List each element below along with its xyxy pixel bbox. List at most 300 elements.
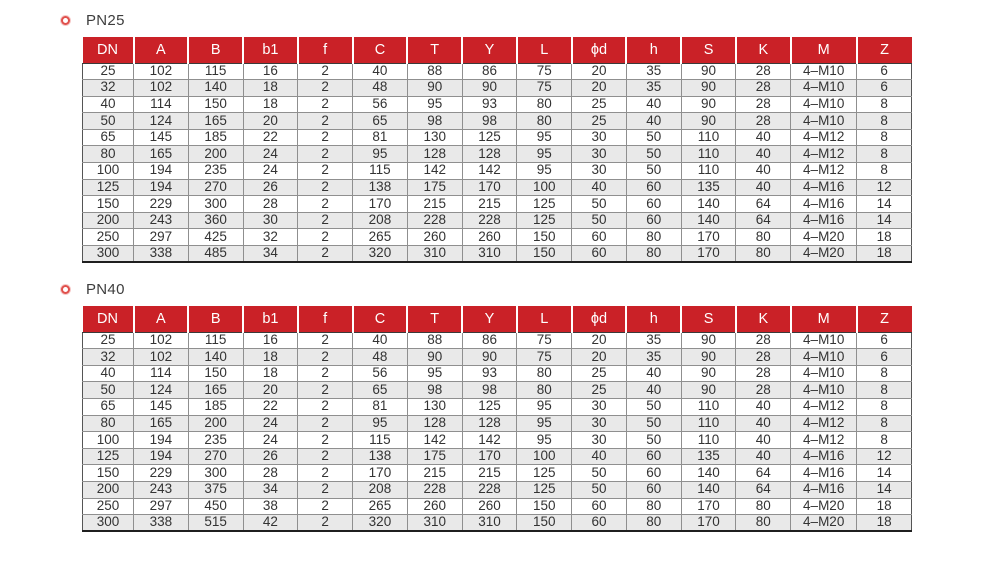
table-cell: 140 [681,196,736,213]
table-cell: 88 [407,332,462,349]
table-cell: 65 [353,113,408,130]
table-cell: 2 [298,365,353,382]
table-cell: 16 [243,332,298,349]
table-cell: 30 [572,163,627,180]
table-row [83,448,912,465]
table-row [83,432,912,449]
column-header-m: M [791,37,857,63]
table-cell: 145 [134,129,189,146]
table-cell: 60 [626,212,681,229]
table-cell: 40 [736,399,791,416]
table-cell: 40 [83,96,134,113]
table-cell: 20 [243,113,298,130]
table-cell: 30 [572,146,627,163]
table-cell: 310 [462,246,517,263]
table-cell: 114 [134,365,189,382]
table-cell: 50 [626,146,681,163]
table-cell: 65 [353,382,408,399]
table-cell: 12 [857,448,912,465]
table-cell: 115 [353,163,408,180]
table-cell: 2 [298,465,353,482]
table-cell: 450 [188,498,243,515]
table-cell: 98 [462,382,517,399]
table-cell: 194 [134,179,189,196]
table-cell: 310 [407,246,462,263]
table-cell: 175 [407,179,462,196]
table-cell: 4–M20 [791,515,857,532]
table-cell: 175 [407,448,462,465]
table-cell: 208 [353,481,408,498]
table-cell: 28 [736,382,791,399]
table-cell: 150 [517,229,572,246]
table-cell: 4–M20 [791,246,857,263]
table-cell: 100 [83,432,134,449]
table-cell: 24 [243,432,298,449]
table-cell: 208 [353,212,408,229]
table-cell: 60 [626,448,681,465]
table-cell: 110 [681,129,736,146]
table-cell: 310 [407,515,462,532]
table-cell: 8 [857,382,912,399]
table-cell: 4–M10 [791,63,857,80]
table-cell: 125 [83,179,134,196]
table-cell: 115 [353,432,408,449]
table-cell: 165 [134,146,189,163]
table-cell: 6 [857,80,912,97]
table-cell: 2 [298,515,353,532]
table-cell: 90 [681,365,736,382]
section-pn25 [0,10,1000,263]
table-cell: 4–M10 [791,113,857,130]
table-row [83,515,912,532]
table-cell: 28 [736,96,791,113]
column-header-l: L [517,306,572,332]
table-cell: 40 [736,432,791,449]
table-cell: 56 [353,96,408,113]
table-cell: 2 [298,415,353,432]
column-header-m: M [791,306,857,332]
table-cell: 140 [681,212,736,229]
table-cell: 26 [243,179,298,196]
table-cell: 320 [353,515,408,532]
table-cell: 80 [83,415,134,432]
table-cell: 250 [83,498,134,515]
column-header-ϕd: ϕd [572,37,627,63]
table-cell: 24 [243,163,298,180]
table-cell: 40 [736,163,791,180]
table-cell: 128 [407,415,462,432]
table-cell: 90 [681,382,736,399]
table-cell: 165 [134,415,189,432]
table-cell: 140 [681,465,736,482]
table-cell: 35 [626,80,681,97]
table-cell: 90 [407,80,462,97]
table-cell: 297 [134,229,189,246]
table-cell: 200 [188,415,243,432]
table-cell: 60 [626,481,681,498]
table-cell: 270 [188,448,243,465]
table-cell: 128 [407,146,462,163]
table-cell: 200 [83,212,134,229]
table-cell: 265 [353,498,408,515]
table-cell: 60 [626,179,681,196]
column-header-h: h [626,306,681,332]
table-cell: 16 [243,63,298,80]
table-cell: 60 [626,465,681,482]
table-cell: 98 [462,113,517,130]
table-cell: 90 [462,349,517,366]
table-cell: 30 [572,399,627,416]
table-cell: 30 [572,415,627,432]
table-cell: 4–M12 [791,163,857,180]
table-cell: 485 [188,246,243,263]
table-cell: 170 [681,515,736,532]
table-cell: 235 [188,432,243,449]
table-cell: 50 [626,129,681,146]
table-row [83,129,912,146]
table-cell: 300 [188,196,243,213]
table-cell: 28 [736,63,791,80]
table-cell: 48 [353,80,408,97]
table-cell: 2 [298,113,353,130]
table-cell: 24 [243,415,298,432]
table-cell: 375 [188,481,243,498]
column-header-ϕd: ϕd [572,306,627,332]
table-cell: 90 [681,80,736,97]
table-cell: 125 [83,448,134,465]
table-cell: 18 [243,80,298,97]
table-cell: 338 [134,246,189,263]
table-cell: 2 [298,229,353,246]
table-cell: 50 [572,481,627,498]
table-row [83,349,912,366]
table-cell: 2 [298,96,353,113]
table-cell: 81 [353,399,408,416]
table-cell: 124 [134,382,189,399]
table-cell: 65 [83,399,134,416]
table-cell: 150 [83,465,134,482]
table-cell: 8 [857,146,912,163]
table-cell: 93 [462,365,517,382]
table-row [83,63,912,80]
table-cell: 40 [626,113,681,130]
table-cell: 25 [83,332,134,349]
table-cell: 200 [83,481,134,498]
table-cell: 4–M20 [791,229,857,246]
table-cell: 30 [572,432,627,449]
table-cell: 150 [517,246,572,263]
table-cell: 297 [134,498,189,515]
table-cell: 2 [298,246,353,263]
table-cell: 110 [681,432,736,449]
column-header-a: A [134,306,189,332]
table-cell: 90 [681,349,736,366]
column-header-l: L [517,37,572,63]
table-cell: 4–M10 [791,80,857,97]
table-cell: 50 [572,465,627,482]
column-header-k: K [736,37,791,63]
table-cell: 6 [857,63,912,80]
table-cell: 110 [681,399,736,416]
table-cell: 80 [736,515,791,532]
header-row [83,306,912,332]
table-cell: 114 [134,96,189,113]
table-cell: 50 [83,113,134,130]
table-cell: 8 [857,129,912,146]
table-cell: 260 [407,498,462,515]
table-cell: 228 [462,212,517,229]
table-cell: 102 [134,332,189,349]
table-cell: 86 [462,332,517,349]
table-cell: 320 [353,246,408,263]
table-row [83,80,912,97]
table-cell: 56 [353,365,408,382]
section-title-row-pn40 [61,279,1000,299]
table-cell: 235 [188,163,243,180]
table-row [83,179,912,196]
table-row [83,481,912,498]
column-header-c: C [353,306,408,332]
table-cell: 130 [407,399,462,416]
table-cell: 30 [243,212,298,229]
table-row [83,382,912,399]
table-cell: 90 [681,96,736,113]
table-cell: 8 [857,96,912,113]
table-cell: 128 [462,415,517,432]
table-cell: 60 [572,515,627,532]
table-cell: 90 [681,332,736,349]
table-cell: 425 [188,229,243,246]
table-cell: 130 [407,129,462,146]
table-cell: 300 [83,246,134,263]
table-cell: 24 [243,146,298,163]
table-cell: 20 [572,63,627,80]
table-cell: 2 [298,179,353,196]
table-cell: 40 [736,448,791,465]
table-cell: 4–M16 [791,465,857,482]
table-cell: 110 [681,415,736,432]
table-cell: 102 [134,80,189,97]
page [0,10,1000,575]
table-cell: 18 [857,246,912,263]
table-cell: 4–M12 [791,432,857,449]
table-cell: 95 [517,415,572,432]
table-cell: 170 [681,246,736,263]
table-cell: 215 [462,465,517,482]
table-cell: 40 [626,365,681,382]
table-cell: 229 [134,196,189,213]
column-header-z: Z [857,37,912,63]
table-cell: 360 [188,212,243,229]
table-cell: 18 [857,498,912,515]
table-cell: 42 [243,515,298,532]
table-cell: 14 [857,465,912,482]
table-cell: 125 [517,212,572,229]
table-cell: 86 [462,63,517,80]
pn40-spec-table [82,306,912,532]
table-cell: 2 [298,63,353,80]
table-cell: 95 [517,399,572,416]
table-cell: 12 [857,179,912,196]
table-cell: 145 [134,399,189,416]
table-cell: 150 [188,96,243,113]
table-cell: 60 [572,498,627,515]
table-cell: 4–M20 [791,498,857,515]
table-cell: 90 [462,80,517,97]
table-cell: 28 [736,349,791,366]
column-header-y: Y [462,37,517,63]
table-cell: 215 [407,465,462,482]
table-cell: 14 [857,212,912,229]
table-cell: 38 [243,498,298,515]
table-row [83,96,912,113]
table-cell: 64 [736,212,791,229]
table-cell: 170 [353,196,408,213]
table-cell: 14 [857,196,912,213]
column-header-dn: DN [83,37,134,63]
table-cell: 125 [517,465,572,482]
pn25-spec-table [82,37,912,263]
table-cell: 170 [462,448,517,465]
table-cell: 2 [298,212,353,229]
table-row [83,465,912,482]
table-cell: 35 [626,332,681,349]
table-cell: 4–M12 [791,415,857,432]
table-cell: 50 [626,399,681,416]
table-cell: 2 [298,432,353,449]
table-cell: 28 [736,365,791,382]
table-cell: 8 [857,163,912,180]
table-cell: 2 [298,332,353,349]
column-header-t: T [407,306,462,332]
table-cell: 40 [736,179,791,196]
column-header-y: Y [462,306,517,332]
column-header-b: B [188,306,243,332]
table-cell: 2 [298,196,353,213]
table-cell: 194 [134,163,189,180]
table-cell: 18 [857,515,912,532]
table-cell: 95 [517,432,572,449]
column-header-dn: DN [83,306,134,332]
table-cell: 100 [517,448,572,465]
table-cell: 34 [243,246,298,263]
table-cell: 260 [462,498,517,515]
table-cell: 110 [681,146,736,163]
table-cell: 125 [462,399,517,416]
table-cell: 80 [736,498,791,515]
table-cell: 18 [857,229,912,246]
table-cell: 4–M10 [791,349,857,366]
table-cell: 4–M10 [791,96,857,113]
table-cell: 28 [736,113,791,130]
table-cell: 265 [353,229,408,246]
column-header-c: C [353,37,408,63]
table-cell: 26 [243,448,298,465]
table-cell: 25 [572,382,627,399]
table-cell: 2 [298,163,353,180]
table-row [83,196,912,213]
table-cell: 8 [857,365,912,382]
table-cell: 75 [517,349,572,366]
column-header-z: Z [857,306,912,332]
table-cell: 150 [188,365,243,382]
table-cell: 300 [83,515,134,532]
table-cell: 115 [188,332,243,349]
table-cell: 18 [243,349,298,366]
header-row [83,37,912,63]
table-cell: 142 [462,432,517,449]
section-title-row-pn25 [61,10,1000,30]
table-cell: 4–M10 [791,365,857,382]
table-cell: 48 [353,349,408,366]
table-cell: 4–M16 [791,196,857,213]
table-cell: 40 [572,179,627,196]
table-cell: 64 [736,481,791,498]
table-cell: 194 [134,448,189,465]
table-cell: 40 [83,365,134,382]
table-cell: 2 [298,382,353,399]
column-header-b: B [188,37,243,63]
table-cell: 142 [407,163,462,180]
table-row [83,498,912,515]
table-cell: 229 [134,465,189,482]
table-cell: 20 [572,332,627,349]
table-cell: 135 [681,448,736,465]
table-cell: 65 [83,129,134,146]
section-title-pn25: PN25 [86,11,125,29]
table-cell: 90 [681,113,736,130]
table-cell: 8 [857,399,912,416]
table-cell: 75 [517,80,572,97]
table-cell: 2 [298,129,353,146]
table-cell: 8 [857,432,912,449]
table-cell: 88 [407,63,462,80]
table-cell: 102 [134,349,189,366]
table-cell: 185 [188,399,243,416]
table-cell: 2 [298,349,353,366]
table-cell: 35 [626,63,681,80]
table-cell: 60 [626,196,681,213]
table-cell: 75 [517,332,572,349]
table-cell: 338 [134,515,189,532]
table-cell: 80 [626,246,681,263]
table-cell: 165 [188,382,243,399]
table-cell: 75 [517,63,572,80]
table-cell: 142 [407,432,462,449]
table-row [83,332,912,349]
table-cell: 8 [857,415,912,432]
table-cell: 28 [736,80,791,97]
table-cell: 150 [83,196,134,213]
table-row [83,415,912,432]
table-cell: 243 [134,212,189,229]
table-cell: 100 [83,163,134,180]
column-header-b1: b1 [243,306,298,332]
table-cell: 215 [462,196,517,213]
table-cell: 30 [572,129,627,146]
table-cell: 40 [736,415,791,432]
table-cell: 80 [626,515,681,532]
table-cell: 250 [83,229,134,246]
table-row [83,246,912,263]
table-cell: 95 [353,146,408,163]
table-cell: 4–M16 [791,481,857,498]
table-cell: 4–M10 [791,382,857,399]
table-cell: 40 [736,146,791,163]
table-cell: 64 [736,465,791,482]
table-cell: 28 [243,196,298,213]
table-cell: 28 [243,465,298,482]
